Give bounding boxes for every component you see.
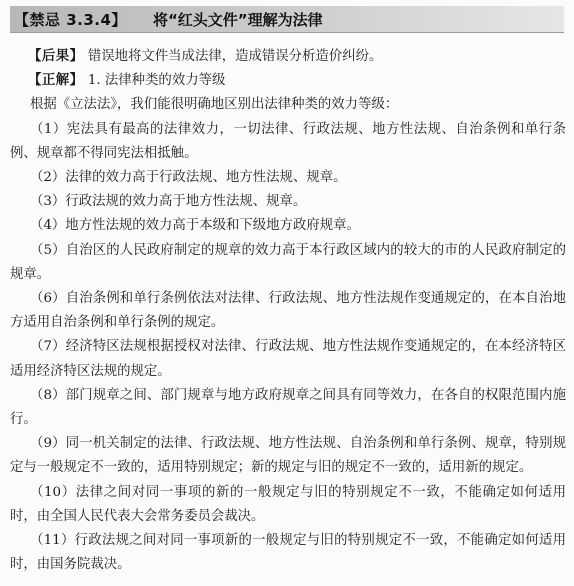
list-item: （10）法律之间对同一事项的新的一般规定与旧的特别规定不一致，不能确定如何适用时，由全国人民代表大会常务委员会裁决。 [10, 484, 566, 524]
consequence-label: 【后果】 [28, 49, 84, 64]
intro-paragraph: 根据《立法法》，我们能很明确地区别出法律种类的效力等级： [30, 97, 399, 113]
list-item: （9）同一机关制定的法律、行政法规、地方性法规、自治条例和单行条例、规章，特别规定与一般规定不一致的，适用特别规定；新的规定与旧的规定不一致的，适用新的规定。 [10, 436, 566, 476]
section-title: 将“红头文件”理解为法律 [152, 10, 323, 29]
consequence-text: 错误地将文件当成法律，造成错误分析造价纠纷。 [87, 49, 383, 64]
list-item: （1）宪法具有最高的法律效力，一切法律、行政法规、地方性法规、自治条例和单行条例、规章都不得同宪法相抵触。 [10, 121, 566, 161]
solution-label: 【正解】 [28, 73, 84, 89]
list-item: （11）行政法规之间对同一事项新的一般规定与旧的特别规定不一致，不能确定如何适用时，由国务院裁决。 [10, 533, 566, 573]
solution-text: 1. 法律种类的效力等级 [87, 73, 226, 89]
list-item: （3）行政法规的效力高于地方性法规、规章。 [30, 194, 307, 210]
section-heading-bar [10, 6, 564, 33]
list-item: （7）经济特区法规根据授权对法律、行政法规、地方性法规作变通规定的，在本经济特区适用经济特区法规的规定。 [10, 339, 566, 379]
document-body [10, 45, 566, 577]
solution-row [10, 69, 566, 93]
list-item: （6）自治条例和单行条例依法对法律、行政法规、地方性法规作变通规定的，在本自治地方适用自治条例和单行条例的规定。 [10, 291, 566, 331]
consequence-row [10, 45, 566, 69]
list-item: （2）法律的效力高于行政法规、地方性法规、规章。 [30, 170, 347, 186]
section-tag: 【禁忌 3.3.4】 [14, 10, 127, 29]
list-item: （8）部门规章之间、部门规章与地方政府规章之间具有同等效力，在各自的权限范围内施行。 [10, 387, 566, 428]
list-item: （5）自治区的人民政府制定的规章的效力高于本行政区域内的较大的市的人民政府制定的规章。 [10, 242, 566, 282]
list-item: （4）地方性法规的效力高于本级和下级地方政府规章。 [30, 218, 360, 234]
